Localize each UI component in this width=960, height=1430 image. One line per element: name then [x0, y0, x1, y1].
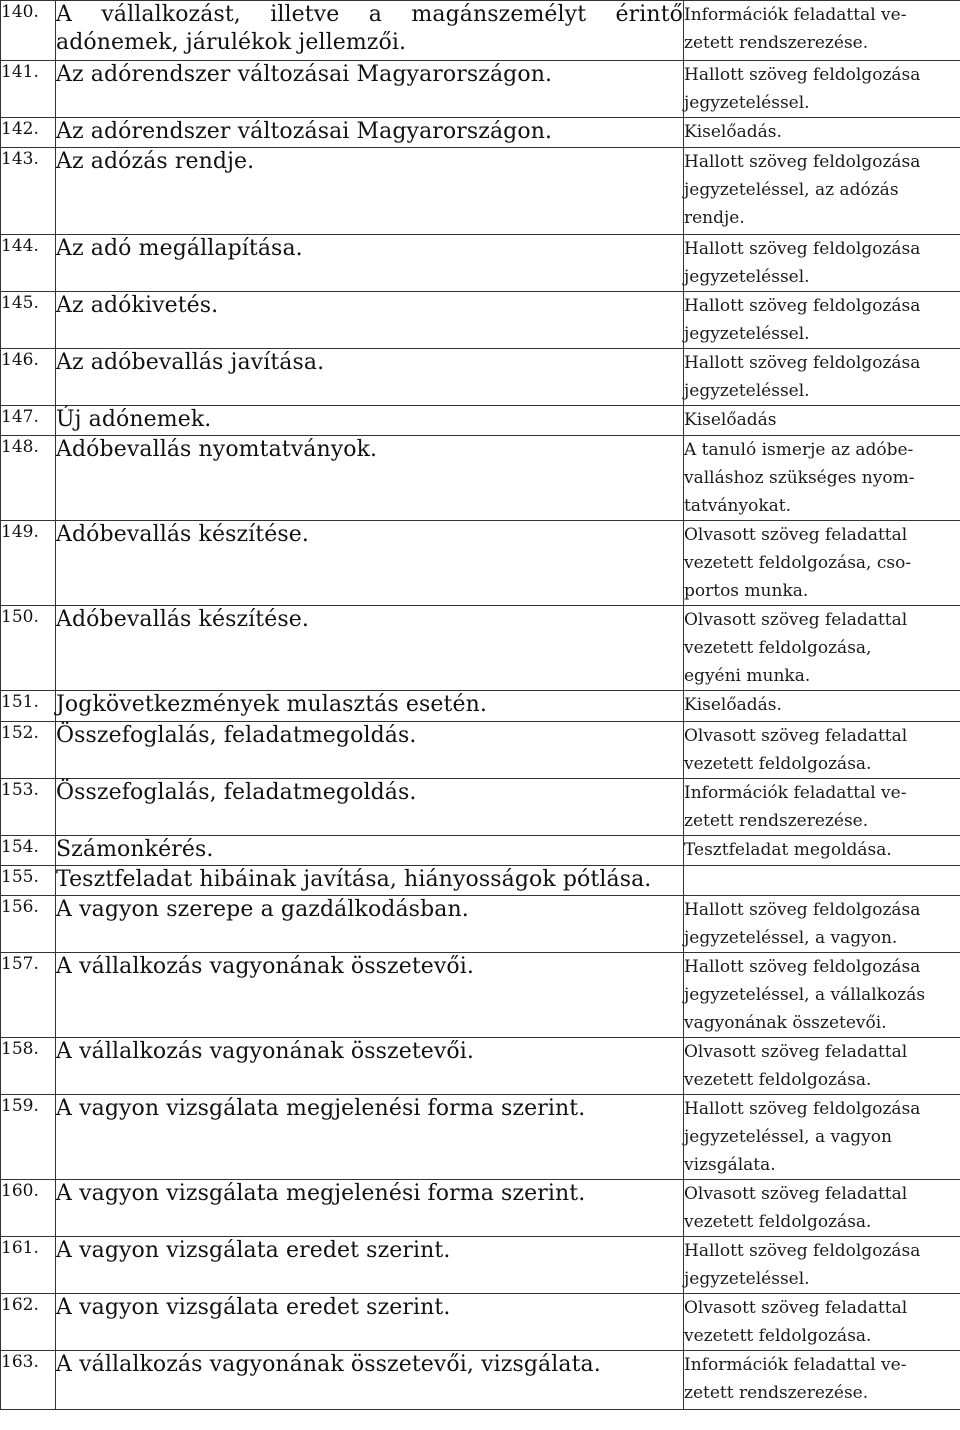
teaching-method-line: vezetett feldolgozása.: [684, 754, 872, 774]
teaching-method-line: A tanuló ismerje az adóbe-: [684, 440, 914, 460]
teaching-method-line: Információk feladattal ve-: [684, 5, 907, 25]
lesson-number: 150.: [1, 606, 56, 691]
lesson-topic: [56, 606, 684, 691]
table-row: [1, 896, 960, 953]
teaching-method: [684, 1294, 960, 1351]
table-row: [1, 1180, 960, 1237]
table-row: [1, 691, 960, 722]
lesson-topic-line: A vagyon vizsgálata eredet szerint.: [56, 1295, 451, 1320]
table-row: [1, 836, 960, 866]
lesson-number: 155.: [1, 866, 56, 896]
lesson-topic: [56, 1095, 684, 1180]
teaching-method-line: jegyzeteléssel, a vagyon: [684, 1127, 892, 1147]
teaching-method-line: vizsgálata.: [684, 1155, 776, 1175]
teaching-method-line: rendje.: [684, 208, 745, 228]
lesson-topic-line: Az adókivetés.: [56, 293, 219, 318]
lesson-topic: [56, 1180, 684, 1237]
teaching-method: [684, 521, 960, 606]
lesson-topic: [56, 866, 684, 896]
teaching-method: [684, 406, 960, 436]
table-row: [1, 779, 960, 836]
teaching-method-line: zetett rendszerezése.: [684, 811, 869, 831]
table-row: [1, 292, 960, 349]
lesson-topic-line: A vállalkozás vagyonának összetevői.: [56, 1039, 475, 1064]
teaching-method: [684, 606, 960, 691]
table-row: [1, 406, 960, 436]
table-row: [1, 521, 960, 606]
teaching-method-line: vezetett feldolgozása, cso-: [684, 553, 912, 573]
lesson-number: 162.: [1, 1294, 56, 1351]
lesson-topic: [56, 436, 684, 521]
lesson-topic: [56, 1294, 684, 1351]
teaching-method: [684, 61, 960, 118]
teaching-method-line: vagyonának összetevői.: [684, 1013, 887, 1033]
teaching-method: [684, 866, 960, 896]
lesson-number: 156.: [1, 896, 56, 953]
lesson-number: 160.: [1, 1180, 56, 1237]
lesson-topic: [56, 61, 684, 118]
table-row: [1, 606, 960, 691]
lesson-number: 163.: [1, 1351, 56, 1410]
teaching-method: [684, 1, 960, 61]
teaching-method-line: Hallott szöveg feldolgozása: [684, 65, 921, 85]
lesson-topic: [56, 118, 684, 148]
teaching-method: [684, 1095, 960, 1180]
lesson-number: 148.: [1, 436, 56, 521]
teaching-method: [684, 953, 960, 1038]
teaching-method-line: Olvasott szöveg feladattal: [684, 726, 908, 746]
lesson-topic-line: A vagyon szerepe a gazdálkodásban.: [56, 897, 469, 922]
lesson-topic: [56, 1038, 684, 1095]
teaching-method: [684, 118, 960, 148]
lesson-topic: [56, 349, 684, 406]
table-row: [1, 436, 960, 521]
teaching-method-line: Hallott szöveg feldolgozása: [684, 900, 921, 920]
table-row: [1, 61, 960, 118]
teaching-method: [684, 235, 960, 292]
lesson-plan-body: [1, 1, 960, 1410]
teaching-method-line: egyéni munka.: [684, 666, 811, 686]
table-row: [1, 349, 960, 406]
lesson-topic-line: Adóbevallás nyomtatványok.: [56, 437, 378, 462]
teaching-method-line: jegyzeteléssel.: [684, 1269, 810, 1289]
teaching-method-line: Hallott szöveg feldolgozása: [684, 152, 921, 172]
teaching-method-line: Információk feladattal ve-: [684, 783, 907, 803]
teaching-method-line: Kiselőadás.: [684, 122, 782, 142]
lesson-number: 154.: [1, 836, 56, 866]
lesson-number: 157.: [1, 953, 56, 1038]
lesson-topic: [56, 235, 684, 292]
lesson-topic-line: Összefoglalás, feladatmegoldás.: [56, 780, 417, 805]
teaching-method: [684, 1237, 960, 1294]
teaching-method: [684, 148, 960, 235]
teaching-method-line: vezetett feldolgozása.: [684, 1212, 872, 1232]
lesson-topic-line: A vagyon vizsgálata eredet szerint.: [56, 1238, 451, 1263]
teaching-method-line: Olvasott szöveg feladattal: [684, 1298, 908, 1318]
table-row: [1, 1095, 960, 1180]
teaching-method: [684, 691, 960, 722]
lesson-topic-line: Az adóbevallás javítása.: [56, 350, 325, 375]
lesson-topic: [56, 1, 684, 61]
lesson-number: 140.: [1, 1, 56, 61]
lesson-topic-line: Összefoglalás, feladatmegoldás.: [56, 723, 417, 748]
teaching-method: [684, 436, 960, 521]
teaching-method-line: Hallott szöveg feldolgozása: [684, 353, 921, 373]
teaching-method-line: Hallott szöveg feldolgozása: [684, 1241, 921, 1261]
lesson-topic: [56, 691, 684, 722]
lesson-topic: [56, 896, 684, 953]
teaching-method-line: Információk feladattal ve-: [684, 1355, 907, 1375]
lesson-number: 144.: [1, 235, 56, 292]
table-row: [1, 148, 960, 235]
teaching-method-line: Kiselőadás.: [684, 695, 782, 715]
lesson-topic-line: Új adónemek.: [56, 407, 212, 432]
lesson-topic-line: Az adórendszer változásai Magyarországon.: [56, 119, 553, 144]
table-row: [1, 1351, 960, 1410]
lesson-topic-line: A vállalkozás vagyonának összetevői, vizsgálata.: [56, 1352, 601, 1377]
teaching-method: [684, 349, 960, 406]
lesson-number: 145.: [1, 292, 56, 349]
table-row: [1, 1, 960, 61]
teaching-method-line: portos munka.: [684, 581, 809, 601]
lesson-topic-line: Az adórendszer változásai Magyarországon.: [56, 62, 553, 87]
lesson-topic: [56, 148, 684, 235]
lesson-topic-line: Adóbevallás készítése.: [56, 522, 309, 547]
lesson-topic-line: Az adó megállapítása.: [56, 236, 303, 261]
lesson-number: 147.: [1, 406, 56, 436]
teaching-method-line: Olvasott szöveg feladattal: [684, 525, 908, 545]
teaching-method: [684, 896, 960, 953]
teaching-method: [684, 779, 960, 836]
table-row: [1, 235, 960, 292]
table-row: [1, 118, 960, 148]
lesson-number: 149.: [1, 521, 56, 606]
lesson-topic-line: Tesztfeladat hibáinak javítása, hiányosságok pótlása.: [56, 867, 652, 892]
lesson-topic: [56, 1237, 684, 1294]
lesson-number: 153.: [1, 779, 56, 836]
lesson-topic: [56, 953, 684, 1038]
teaching-method: [684, 1351, 960, 1410]
lesson-number: 159.: [1, 1095, 56, 1180]
lesson-topic: [56, 722, 684, 779]
table-row: [1, 1038, 960, 1095]
teaching-method-line: Kiselőadás: [684, 410, 777, 430]
lesson-number: 141.: [1, 61, 56, 118]
teaching-method-line: zetett rendszerezése.: [684, 1383, 869, 1403]
teaching-method-line: Olvasott szöveg feladattal: [684, 1184, 908, 1204]
lesson-topic-line: Adóbevallás készítése.: [56, 607, 309, 632]
teaching-method-line: vezetett feldolgozása,: [684, 638, 872, 658]
teaching-method-line: Hallott szöveg feldolgozása: [684, 239, 921, 259]
teaching-method: [684, 1180, 960, 1237]
table-row: [1, 1294, 960, 1351]
teaching-method: [684, 836, 960, 866]
lesson-topic-line: A vagyon vizsgálata megjelenési forma szerint.: [56, 1096, 586, 1121]
teaching-method-line: jegyzeteléssel, az adózás: [684, 180, 899, 200]
lesson-number: 151.: [1, 691, 56, 722]
table-row: [1, 953, 960, 1038]
teaching-method-line: Olvasott szöveg feladattal: [684, 1042, 908, 1062]
teaching-method-line: vezetett feldolgozása.: [684, 1326, 872, 1346]
lesson-number: 158.: [1, 1038, 56, 1095]
table-row: [1, 1237, 960, 1294]
teaching-method-line: Hallott szöveg feldolgozása: [684, 1099, 921, 1119]
lesson-topic: [56, 779, 684, 836]
teaching-method: [684, 292, 960, 349]
lesson-number: 142.: [1, 118, 56, 148]
lesson-topic: [56, 521, 684, 606]
lesson-topic-line: Jogkövetkezmények mulasztás esetén.: [56, 692, 487, 717]
lesson-topic: [56, 836, 684, 866]
teaching-method-line: jegyzeteléssel.: [684, 93, 810, 113]
lesson-number: 161.: [1, 1237, 56, 1294]
lesson-topic: [56, 406, 684, 436]
teaching-method-line: Hallott szöveg feldolgozása: [684, 296, 921, 316]
teaching-method-line: jegyzeteléssel, a vagyon.: [684, 928, 898, 948]
lesson-topic-line: A vállalkozás vagyonának összetevői.: [56, 954, 475, 979]
teaching-method-line: jegyzeteléssel, a vállalkozás: [684, 985, 926, 1005]
teaching-method-line: jegyzeteléssel.: [684, 381, 810, 401]
lesson-number: 152.: [1, 722, 56, 779]
lesson-number: 143.: [1, 148, 56, 235]
teaching-method-line: Olvasott szöveg feladattal: [684, 610, 908, 630]
lesson-topic-line: A vállalkozást, illetve a magánszemélyt érintő: [56, 2, 683, 27]
teaching-method-line: tatványokat.: [684, 496, 791, 516]
table-row: [1, 866, 960, 896]
teaching-method: [684, 1038, 960, 1095]
lesson-topic: [56, 292, 684, 349]
teaching-method-line: jegyzeteléssel.: [684, 267, 810, 287]
lesson-topic-line: Az adózás rendje.: [56, 149, 255, 174]
teaching-method-line: Tesztfeladat megoldása.: [684, 840, 892, 860]
lesson-topic-line: adónemek, járulékok jellemzői.: [56, 30, 407, 55]
teaching-method-line: valláshoz szükséges nyom-: [684, 468, 915, 488]
table-row: [1, 722, 960, 779]
teaching-method-line: Hallott szöveg feldolgozása: [684, 957, 921, 977]
lesson-topic: [56, 1351, 684, 1410]
lesson-topic-line: A vagyon vizsgálata megjelenési forma szerint.: [56, 1181, 586, 1206]
teaching-method-line: vezetett feldolgozása.: [684, 1070, 872, 1090]
teaching-method-line: jegyzeteléssel.: [684, 324, 810, 344]
teaching-method: [684, 722, 960, 779]
lesson-number: 146.: [1, 349, 56, 406]
lesson-topic-line: Számonkérés.: [56, 837, 214, 862]
teaching-method-line: zetett rendszerezése.: [684, 33, 869, 53]
